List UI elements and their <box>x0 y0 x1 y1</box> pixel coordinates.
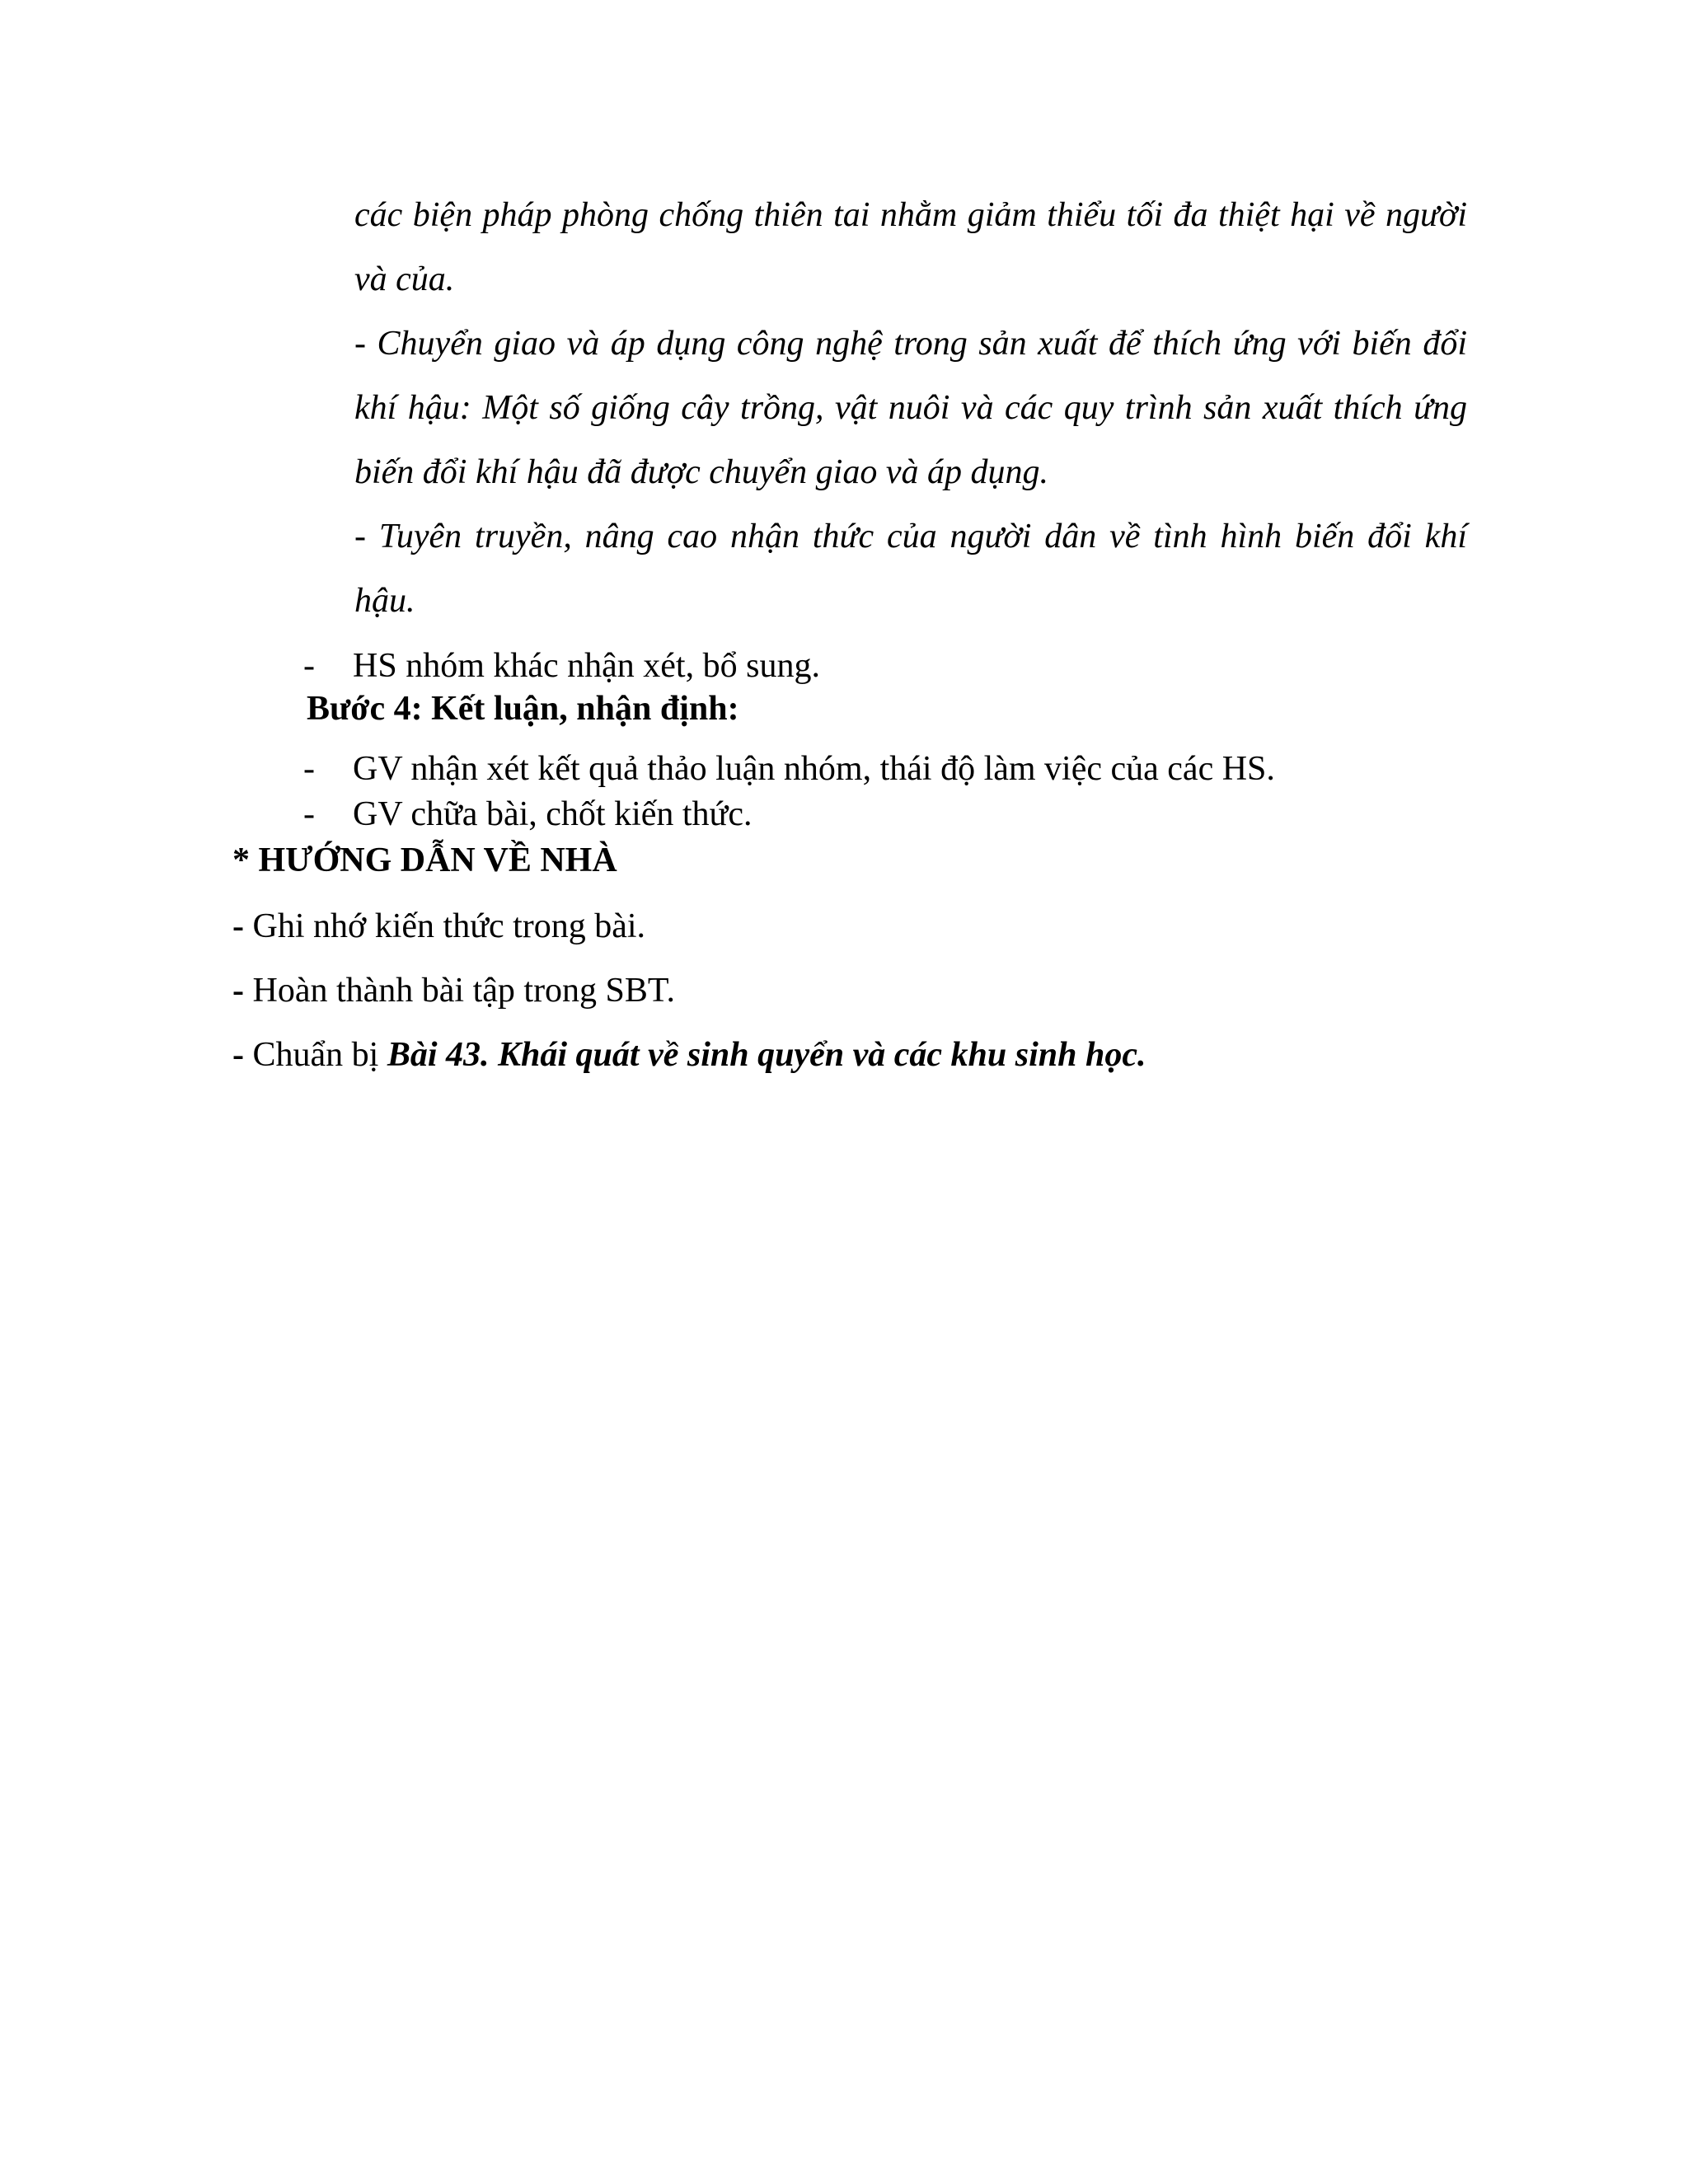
paragraph-awareness: - Tuyên truyền, nâng cao nhận thức của người dân về tình hình biến đổi khí hậu. <box>354 518 1467 620</box>
homework-item-exercises <box>232 968 675 1014</box>
paragraph-technology-transfer: - Chuyển giao và áp dụng công nghệ trong sản xuất để thích ứng với biến đổi khí hậu: Một số giống cây trồng, vật nuôi và các quy trình sản xuất thích ứng biến đổi khí hậu đã được chuyển giao và áp dụng. <box>354 325 1467 491</box>
paragraph-disaster-measures: các biện pháp phòng chống thiên tai nhằm giảm thiểu tối đa thiệt hại về người và của. <box>354 196 1467 298</box>
next-lesson-title: Bài 43. Khái quát về sinh quyển và các khu sinh học. <box>387 1036 1146 1074</box>
list-item-teacher-feedback <box>303 746 1275 792</box>
list-item-teacher-correction <box>303 791 752 837</box>
list-item-text: HS nhóm khác nhận xét, bổ sung. <box>353 647 820 685</box>
list-item-text: GV nhận xét kết quả thảo luận nhóm, thái độ làm việc của các HS. <box>353 750 1275 788</box>
dash-bullet: - <box>303 795 315 833</box>
homework-heading: * HƯỚNG DẪN VỀ NHÀ <box>232 841 617 879</box>
dash-bullet: - <box>232 972 244 1010</box>
homework-item-prepare <box>232 1032 1146 1078</box>
list-item-peer-review <box>303 643 820 689</box>
dash-bullet: - <box>232 1036 244 1074</box>
dash-bullet: - <box>303 647 315 685</box>
dash-bullet: - <box>303 750 315 788</box>
homework-item-text: Hoàn thành bài tập trong SBT. <box>244 972 675 1010</box>
dash-bullet: - <box>232 907 244 945</box>
list-item-text: GV chữa bài, chốt kiến thức. <box>353 795 753 833</box>
italic-paragraphs <box>354 183 1467 633</box>
homework-item-text: Ghi nhớ kiến thức trong bài. <box>244 907 646 945</box>
homework-item-text: Chuẩn bị <box>244 1036 387 1074</box>
step4-heading: Bước 4: Kết luận, nhận định: <box>307 690 739 728</box>
homework-item-remember <box>232 903 645 949</box>
